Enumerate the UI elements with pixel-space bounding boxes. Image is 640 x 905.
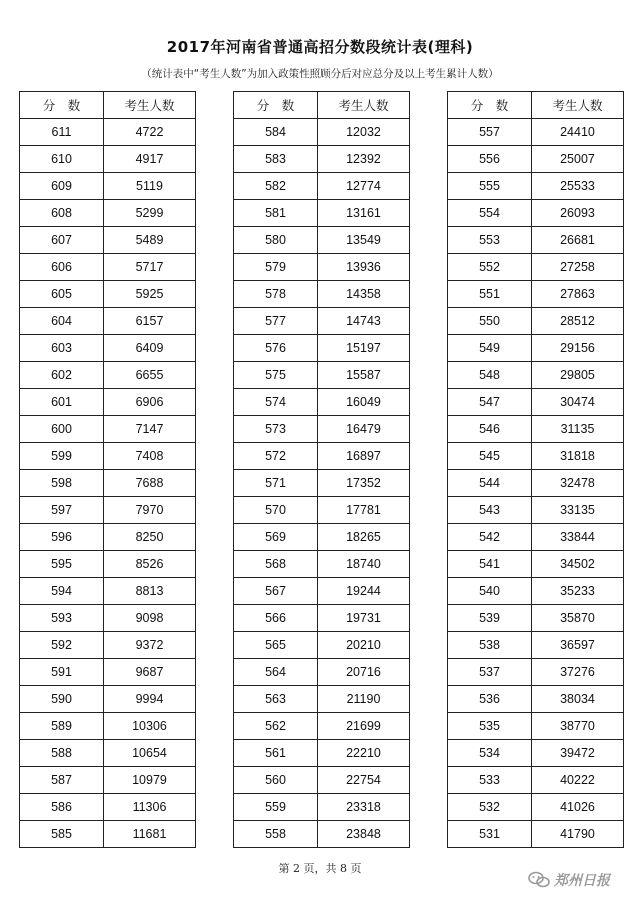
count-cell: 14358 — [318, 281, 410, 308]
count-cell: 16049 — [318, 389, 410, 416]
count-cell: 33135 — [532, 497, 624, 524]
score-cell: 536 — [448, 686, 532, 713]
score-cell: 565 — [234, 632, 318, 659]
score-cell: 560 — [234, 767, 318, 794]
count-cell: 34502 — [532, 551, 624, 578]
score-cell: 541 — [448, 551, 532, 578]
count-cell: 5299 — [104, 200, 196, 227]
score-cell: 607 — [20, 227, 104, 254]
score-cell: 562 — [234, 713, 318, 740]
count-cell: 6409 — [104, 335, 196, 362]
score-cell: 576 — [234, 335, 318, 362]
score-cell: 599 — [20, 443, 104, 470]
count-cell: 41790 — [532, 821, 624, 848]
score-cell: 609 — [20, 173, 104, 200]
score-cell: 548 — [448, 362, 532, 389]
count-cell: 17352 — [318, 470, 410, 497]
score-cell: 579 — [234, 254, 318, 281]
count-cell: 26681 — [532, 227, 624, 254]
table-row — [234, 605, 410, 632]
table-row — [234, 281, 410, 308]
table-row — [448, 227, 624, 254]
table-row — [234, 119, 410, 146]
table-row — [234, 578, 410, 605]
page-number: 2 — [293, 862, 300, 875]
score-cell: 559 — [234, 794, 318, 821]
table-row — [234, 632, 410, 659]
count-cell: 11306 — [104, 794, 196, 821]
count-cell: 16479 — [318, 416, 410, 443]
score-cell: 557 — [448, 119, 532, 146]
table-row — [448, 416, 624, 443]
score-cell: 538 — [448, 632, 532, 659]
table-row — [448, 686, 624, 713]
count-cell: 19731 — [318, 605, 410, 632]
count-cell: 29156 — [532, 335, 624, 362]
score-cell: 553 — [448, 227, 532, 254]
count-cell: 9098 — [104, 605, 196, 632]
count-cell: 40222 — [532, 767, 624, 794]
table-row — [234, 227, 410, 254]
score-cell: 577 — [234, 308, 318, 335]
watermark — [528, 869, 610, 891]
count-cell: 25007 — [532, 146, 624, 173]
table-row — [448, 551, 624, 578]
score-cell: 564 — [234, 659, 318, 686]
count-column-header: 考生人数 — [104, 92, 196, 119]
count-cell: 8813 — [104, 578, 196, 605]
table-row — [448, 254, 624, 281]
score-cell: 588 — [20, 740, 104, 767]
table-row — [448, 281, 624, 308]
count-cell: 19244 — [318, 578, 410, 605]
table-row — [234, 497, 410, 524]
score-cell: 585 — [20, 821, 104, 848]
table-row — [20, 686, 196, 713]
count-cell: 37276 — [532, 659, 624, 686]
table-row — [234, 794, 410, 821]
score-cell: 603 — [20, 335, 104, 362]
count-cell: 9687 — [104, 659, 196, 686]
score-cell: 568 — [234, 551, 318, 578]
score-cell: 587 — [20, 767, 104, 794]
score-cell: 580 — [234, 227, 318, 254]
table-row — [448, 794, 624, 821]
count-cell: 32478 — [532, 470, 624, 497]
score-cell: 556 — [448, 146, 532, 173]
table-row — [234, 443, 410, 470]
count-cell: 12392 — [318, 146, 410, 173]
count-cell: 7970 — [104, 497, 196, 524]
count-cell: 23848 — [318, 821, 410, 848]
page-prefix: 第 — [278, 862, 290, 875]
count-cell: 15197 — [318, 335, 410, 362]
score-cell: 582 — [234, 173, 318, 200]
score-table-2 — [233, 91, 410, 848]
table-row — [234, 740, 410, 767]
count-cell: 27863 — [532, 281, 624, 308]
score-cell: 578 — [234, 281, 318, 308]
score-cell: 583 — [234, 146, 318, 173]
page-mid: 页，共 — [303, 862, 337, 875]
count-cell: 10654 — [104, 740, 196, 767]
count-column-header: 考生人数 — [532, 92, 624, 119]
table-row — [20, 281, 196, 308]
table-row — [448, 443, 624, 470]
table-row — [448, 389, 624, 416]
count-column-header: 考生人数 — [318, 92, 410, 119]
table-row — [20, 146, 196, 173]
score-cell: 558 — [234, 821, 318, 848]
score-cell: 606 — [20, 254, 104, 281]
table-row — [448, 146, 624, 173]
table-row — [234, 470, 410, 497]
score-cell: 589 — [20, 713, 104, 740]
score-cell: 549 — [448, 335, 532, 362]
table-row — [234, 389, 410, 416]
score-cell: 611 — [20, 119, 104, 146]
score-cell: 572 — [234, 443, 318, 470]
table-row — [448, 740, 624, 767]
score-cell: 543 — [448, 497, 532, 524]
table-row — [448, 335, 624, 362]
table-row — [20, 740, 196, 767]
count-cell: 5717 — [104, 254, 196, 281]
score-cell: 575 — [234, 362, 318, 389]
count-cell: 21699 — [318, 713, 410, 740]
score-cell: 566 — [234, 605, 318, 632]
score-column-header: 分 数 — [448, 92, 532, 119]
score-cell: 569 — [234, 524, 318, 551]
count-cell: 26093 — [532, 200, 624, 227]
table-row — [234, 362, 410, 389]
score-cell: 581 — [234, 200, 318, 227]
score-cell: 596 — [20, 524, 104, 551]
table-row — [448, 767, 624, 794]
table-row — [234, 146, 410, 173]
table-row — [20, 173, 196, 200]
table-row — [448, 362, 624, 389]
score-cell: 561 — [234, 740, 318, 767]
table-row — [20, 821, 196, 848]
count-cell: 13549 — [318, 227, 410, 254]
table-row — [20, 659, 196, 686]
table-row — [234, 767, 410, 794]
count-cell: 18265 — [318, 524, 410, 551]
score-cell: 542 — [448, 524, 532, 551]
count-cell: 7408 — [104, 443, 196, 470]
score-cell: 573 — [234, 416, 318, 443]
count-cell: 38034 — [532, 686, 624, 713]
table-row — [20, 443, 196, 470]
count-cell: 13161 — [318, 200, 410, 227]
table-row — [234, 659, 410, 686]
score-column-header: 分 数 — [234, 92, 318, 119]
watermark-text: 郑州日报 — [554, 873, 610, 889]
page-subtitle: （统计表中“考生人数”为加入政策性照顾分后对应总分及以上考生累计人数） — [141, 68, 499, 80]
table-row — [448, 308, 624, 335]
table-row — [234, 254, 410, 281]
count-cell: 13936 — [318, 254, 410, 281]
table-header-row — [448, 92, 624, 119]
count-cell: 23318 — [318, 794, 410, 821]
score-cell: 605 — [20, 281, 104, 308]
table-row — [20, 416, 196, 443]
table-row — [20, 605, 196, 632]
count-cell: 33844 — [532, 524, 624, 551]
score-cell: 593 — [20, 605, 104, 632]
count-cell: 25533 — [532, 173, 624, 200]
score-cell: 567 — [234, 578, 318, 605]
count-cell: 28512 — [532, 308, 624, 335]
count-cell: 22754 — [318, 767, 410, 794]
score-cell: 545 — [448, 443, 532, 470]
table-row — [20, 254, 196, 281]
score-cell: 551 — [448, 281, 532, 308]
score-cell: 608 — [20, 200, 104, 227]
page-total: 8 — [340, 862, 347, 875]
score-cell: 533 — [448, 767, 532, 794]
table-row — [234, 173, 410, 200]
count-cell: 31135 — [532, 416, 624, 443]
count-cell: 18740 — [318, 551, 410, 578]
table-row — [20, 632, 196, 659]
score-cell: 534 — [448, 740, 532, 767]
count-cell: 11681 — [104, 821, 196, 848]
count-cell: 29805 — [532, 362, 624, 389]
count-cell: 27258 — [532, 254, 624, 281]
score-cell: 604 — [20, 308, 104, 335]
table-row — [20, 794, 196, 821]
count-cell: 30474 — [532, 389, 624, 416]
count-cell: 6655 — [104, 362, 196, 389]
count-cell: 6906 — [104, 389, 196, 416]
table-row — [448, 173, 624, 200]
table-row — [234, 551, 410, 578]
table-row — [234, 308, 410, 335]
count-cell: 22210 — [318, 740, 410, 767]
score-cell: 598 — [20, 470, 104, 497]
score-cell: 570 — [234, 497, 318, 524]
table-row — [20, 335, 196, 362]
table-row — [448, 713, 624, 740]
count-cell: 24410 — [532, 119, 624, 146]
table-row — [234, 821, 410, 848]
table-row — [20, 497, 196, 524]
count-cell: 14743 — [318, 308, 410, 335]
count-cell: 36597 — [532, 632, 624, 659]
count-cell: 16897 — [318, 443, 410, 470]
table-row — [448, 821, 624, 848]
score-table-3 — [447, 91, 624, 848]
score-cell: 571 — [234, 470, 318, 497]
table-row — [20, 767, 196, 794]
table-row — [20, 470, 196, 497]
table-header-row — [234, 92, 410, 119]
score-cell: 554 — [448, 200, 532, 227]
score-cell: 591 — [20, 659, 104, 686]
count-cell: 38770 — [532, 713, 624, 740]
table-row — [448, 659, 624, 686]
count-cell: 7147 — [104, 416, 196, 443]
score-cell: 595 — [20, 551, 104, 578]
table-row — [234, 686, 410, 713]
score-cell: 610 — [20, 146, 104, 173]
score-cell: 539 — [448, 605, 532, 632]
table-row — [20, 119, 196, 146]
count-cell: 35233 — [532, 578, 624, 605]
table-row — [448, 470, 624, 497]
table-row — [234, 416, 410, 443]
page-title: 2017年河南省普通高招分数段统计表(理科) — [166, 38, 474, 56]
table-row — [20, 200, 196, 227]
count-cell: 4917 — [104, 146, 196, 173]
count-cell: 10979 — [104, 767, 196, 794]
score-cell: 594 — [20, 578, 104, 605]
table-row — [448, 119, 624, 146]
wechat-icon — [528, 871, 550, 889]
table-row — [234, 524, 410, 551]
count-cell: 12032 — [318, 119, 410, 146]
score-cell: 552 — [448, 254, 532, 281]
score-cell: 590 — [20, 686, 104, 713]
table-row — [448, 497, 624, 524]
score-cell: 586 — [20, 794, 104, 821]
score-cell: 531 — [448, 821, 532, 848]
count-cell: 5925 — [104, 281, 196, 308]
count-cell: 39472 — [532, 740, 624, 767]
score-cell: 600 — [20, 416, 104, 443]
score-cell: 532 — [448, 794, 532, 821]
score-cell: 602 — [20, 362, 104, 389]
page-suffix: 页 — [350, 862, 362, 875]
count-cell: 6157 — [104, 308, 196, 335]
count-cell: 31818 — [532, 443, 624, 470]
score-cell: 592 — [20, 632, 104, 659]
score-cell: 540 — [448, 578, 532, 605]
count-cell: 5119 — [104, 173, 196, 200]
table-row — [448, 578, 624, 605]
table-row — [20, 551, 196, 578]
table-row — [234, 713, 410, 740]
table-row — [20, 308, 196, 335]
count-cell: 35870 — [532, 605, 624, 632]
score-cell: 584 — [234, 119, 318, 146]
count-cell: 8250 — [104, 524, 196, 551]
count-cell: 10306 — [104, 713, 196, 740]
count-cell: 12774 — [318, 173, 410, 200]
count-cell: 9372 — [104, 632, 196, 659]
table-row — [234, 335, 410, 362]
table-row — [448, 605, 624, 632]
score-cell: 547 — [448, 389, 532, 416]
count-cell: 4722 — [104, 119, 196, 146]
count-cell: 7688 — [104, 470, 196, 497]
score-cell: 535 — [448, 713, 532, 740]
count-cell: 15587 — [318, 362, 410, 389]
score-cell: 574 — [234, 389, 318, 416]
score-cell: 597 — [20, 497, 104, 524]
table-row — [234, 200, 410, 227]
table-row — [20, 524, 196, 551]
count-cell: 5489 — [104, 227, 196, 254]
score-cell: 546 — [448, 416, 532, 443]
count-cell: 41026 — [532, 794, 624, 821]
table-row — [448, 632, 624, 659]
table-row — [20, 362, 196, 389]
count-cell: 20210 — [318, 632, 410, 659]
table-row — [20, 713, 196, 740]
score-cell: 563 — [234, 686, 318, 713]
count-cell: 8526 — [104, 551, 196, 578]
table-row — [448, 524, 624, 551]
table-row — [448, 200, 624, 227]
score-cell: 550 — [448, 308, 532, 335]
table-header-row — [20, 92, 196, 119]
score-table-1 — [19, 91, 196, 848]
count-cell: 21190 — [318, 686, 410, 713]
count-cell: 9994 — [104, 686, 196, 713]
score-column-header: 分 数 — [20, 92, 104, 119]
score-cell: 601 — [20, 389, 104, 416]
score-cell: 544 — [448, 470, 532, 497]
count-cell: 20716 — [318, 659, 410, 686]
table-row — [20, 389, 196, 416]
table-row — [20, 227, 196, 254]
count-cell: 17781 — [318, 497, 410, 524]
score-cell: 537 — [448, 659, 532, 686]
score-cell: 555 — [448, 173, 532, 200]
table-row — [20, 578, 196, 605]
